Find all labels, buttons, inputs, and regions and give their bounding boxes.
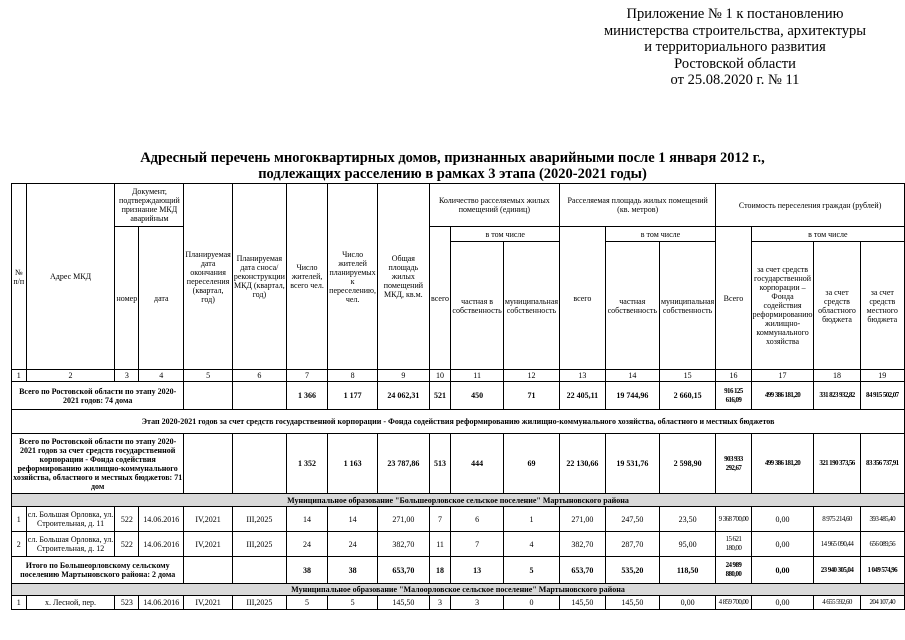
header-cost-region: за счет средств областного бюджета [814,242,860,370]
header-document: Документ, подтверждающий признание МКД аварийным [115,184,184,227]
column-number: 4 [139,370,184,382]
stage-total-cell: 83 356 737,91 [860,434,904,494]
header-area-total: всего [560,227,606,370]
column-number: 9 [378,370,430,382]
header-rooms: Количество расселяемых жилых помещений (единиц) [429,184,559,227]
column-number: 3 [115,370,139,382]
total-cell: 24 062,31 [378,382,430,410]
stage-total-cell: 444 [451,434,503,494]
column-number: 11 [451,370,503,382]
total-cell: 916 125 616,09 [716,382,751,410]
row-cell: 14.06.2016 [139,507,184,532]
muni-total-cell: 24 989 880,00 [716,557,751,584]
row-cell: 4 [503,532,559,557]
row-cell: 0,00 [751,532,814,557]
municipality-heading: Муниципальное образование "Большеорловское сельское поселение" Мартыновского района [12,494,905,507]
table-row [12,532,905,557]
row-address: сл. Большая Орловка, ул. Строительная, д. 11 [26,507,115,532]
header-total-area: Общая площадь жилых помещений МКД, кв.м. [378,184,430,370]
column-number: 18 [814,370,860,382]
row-cell: 287,70 [605,532,659,557]
header-num: № п/п [12,184,27,370]
total-cell: 84 915 502,07 [860,382,904,410]
header-plan-end: Планируемая дата окончания переселения (квартал, год) [184,184,232,370]
row-cell: 0 [503,596,559,610]
header-rooms-municipal: муниципальная собственность [503,242,559,370]
total-cell: 331 823 932,82 [814,382,860,410]
header-area: Расселяемая площадь жилых помещений (кв. метров) [560,184,716,227]
header-address: Адрес МКД [26,184,115,370]
row-address: сл. Большая Орловка, ул. Строительная, д. 12 [26,532,115,557]
table-row [12,507,905,532]
row-cell: IV,2021 [184,596,232,610]
stage-total-cell: 2 598,90 [659,434,715,494]
stage-total-cell: 1 163 [328,434,378,494]
column-number: 19 [860,370,904,382]
row-cell: 11 [429,532,451,557]
column-number: 8 [328,370,378,382]
row-cell: 271,00 [378,507,430,532]
stage-heading: Этап 2020-2021 годов за счет средств государственной корпорации - Фонда содействия реформированию жилищно-коммунального хозяйства, областного и местных бюджетов [12,410,905,434]
row-cell: 7 [451,532,503,557]
document-title [0,150,905,182]
row-cell: 0,00 [751,507,814,532]
stage-total-label: Всего по Ростовской области по этапу 2020-2021 годов за счет средств государственной корпорации - Фонда содействия реформированию жилищно-коммунального хозяйства, областного и местных бюджетов: 71 дом [12,434,184,494]
header-cost: Стоимость переселения граждан (рублей) [716,184,905,227]
header-rooms-private: частная в собственность [451,242,503,370]
muni-total-cell: 653,70 [560,557,606,584]
column-number: 7 [286,370,327,382]
row-cell: 9 368 700,00 [716,507,751,532]
muni-total-cell: 535,20 [605,557,659,584]
header-rooms-total: всего [429,227,451,370]
row-cell: 5 [286,596,327,610]
muni-total-cell: 23 940 305,04 [814,557,860,584]
row-cell: 8 975 214,60 [814,507,860,532]
title-line: подлежащих расселению в рамках 3 этапа (2020-2021 годы) [258,166,647,182]
row-cell: 14 965 090,44 [814,532,860,557]
stage-total-cell: 19 531,76 [605,434,659,494]
stage-total-cell: 1 352 [286,434,327,494]
header-doc-date: дата [139,227,184,370]
header-doc-number: номер [115,227,139,370]
stage-total-cell: 23 787,86 [378,434,430,494]
column-number: 10 [429,370,451,382]
header-residents-total: Число жителей, всего чел. [286,184,327,370]
stage-total-cell: 513 [429,434,451,494]
row-number: 1 [12,596,27,610]
stage-total-cell: 69 [503,434,559,494]
row-cell: 656 089,56 [860,532,904,557]
muni-total-cell: 0,00 [751,557,814,584]
header-area-private: частная собственность [605,242,659,370]
municipality-heading: Муниципальное образование "Малоорловское сельское поселение" Мартыновского района [12,584,905,596]
total-cell: 22 405,11 [560,382,606,410]
municipality-total-row [12,557,905,584]
total-cell: 19 744,96 [605,382,659,410]
muni-total-cell: 18 [429,557,451,584]
total-cell: 71 [503,382,559,410]
total-label: Всего по Ростовской области по этапу 2020-2021 годов: 74 дома [12,382,184,410]
muni-total-cell: 13 [451,557,503,584]
register-table [11,183,905,610]
muni-total-cell: 38 [328,557,378,584]
total-cell: 499 386 181,20 [751,382,814,410]
row-cell: 1 [503,507,559,532]
header-cost-local: за счет средств местного бюджета [860,242,904,370]
row-cell: 4 655 592,60 [814,596,860,610]
row-cell: 0,00 [659,596,715,610]
row-cell: 522 [115,532,139,557]
row-cell: 4 859 700,00 [716,596,751,610]
appendix-line: и территориального развития [644,39,826,55]
row-cell: 145,50 [560,596,606,610]
row-cell: 393 485,40 [860,507,904,532]
table-row [12,596,905,610]
row-cell: 14.06.2016 [139,596,184,610]
row-address: х. Лесной, пер. [26,596,115,610]
column-number: 12 [503,370,559,382]
row-cell: 382,70 [378,532,430,557]
header-cost-total: Всего [716,227,751,370]
muni-total-cell: 118,50 [659,557,715,584]
stage-total-cell: 22 130,66 [560,434,606,494]
row-cell: 0,00 [751,596,814,610]
row-cell: III,2025 [232,507,286,532]
row-cell: 3 [451,596,503,610]
header-rooms-incl: в том числе [451,227,560,242]
row-cell: 14 [286,507,327,532]
total-cell: 1 177 [328,382,378,410]
total-cell: 2 660,15 [659,382,715,410]
row-cell: III,2025 [232,532,286,557]
row-cell: 95,00 [659,532,715,557]
stage-total-cell: 903 933 292,67 [716,434,751,494]
stage-total-cell: 499 386 181,20 [751,434,814,494]
column-number: 1 [12,370,27,382]
row-cell: 24 [328,532,378,557]
municipality-total-label: Итого по Большеорловскому сельскому поселению Мартыновского района: 2 дома [12,557,184,584]
row-cell: 23,50 [659,507,715,532]
column-number: 17 [751,370,814,382]
header-area-municipal: муниципальная собственность [659,242,715,370]
header-plan-demolition: Планируемая дата сноса/реконструкции МКД (квартал, год) [232,184,286,370]
column-number-row [12,370,905,382]
stage-total-cell: 321 190 373,56 [814,434,860,494]
row-cell: IV,2021 [184,532,232,557]
row-cell: 247,50 [605,507,659,532]
row-number: 1 [12,507,27,532]
row-cell: 14.06.2016 [139,532,184,557]
total-row [12,382,905,410]
row-cell: 145,50 [605,596,659,610]
total-cell: 1 366 [286,382,327,410]
header-cost-fund: за счет средств государственной корпорации – Фонда содействия реформированию жилищно-коммунального хозяйства [751,242,814,370]
column-number: 2 [26,370,115,382]
column-number: 15 [659,370,715,382]
muni-total-cell: 5 [503,557,559,584]
muni-total-cell: 653,70 [378,557,430,584]
header-cost-incl: в том числе [751,227,904,242]
row-cell: 145,50 [378,596,430,610]
row-cell: IV,2021 [184,507,232,532]
total-cell: 521 [429,382,451,410]
appendix-block [560,6,905,89]
row-cell: 7 [429,507,451,532]
row-cell: III,2025 [232,596,286,610]
column-number: 14 [605,370,659,382]
row-cell: 14 [328,507,378,532]
column-number: 5 [184,370,232,382]
stage-total-row [12,434,905,494]
row-cell: 271,00 [560,507,606,532]
appendix-line: Ростовской области [674,55,796,72]
row-cell: 204 107,40 [860,596,904,610]
total-cell: 450 [451,382,503,410]
row-cell: 522 [115,507,139,532]
appendix-line: Приложение № 1 к постановлению [626,6,844,22]
title-line: Адресный перечень многоквартирных домов, признанных аварийными после 1 января 2012 г., [140,150,765,166]
row-cell: 5 [328,596,378,610]
appendix-line: от 25.08.2020 г. № 11 [670,72,800,88]
muni-total-cell: 1 049 574,96 [860,557,904,584]
row-cell: 15 621 180,00 [716,532,751,557]
appendix-line: министерства строительства, архитектуры [603,22,867,39]
row-cell: 3 [429,596,451,610]
row-cell: 382,70 [560,532,606,557]
header-area-incl: в том числе [605,227,716,242]
column-number: 16 [716,370,751,382]
row-cell: 523 [115,596,139,610]
row-cell: 24 [286,532,327,557]
row-cell: 6 [451,507,503,532]
header-residents-plan: Число жителей планируемых к переселению, чел. [328,184,378,370]
muni-total-cell: 38 [286,557,327,584]
column-number: 13 [560,370,606,382]
column-number: 6 [232,370,286,382]
row-number: 2 [12,532,27,557]
